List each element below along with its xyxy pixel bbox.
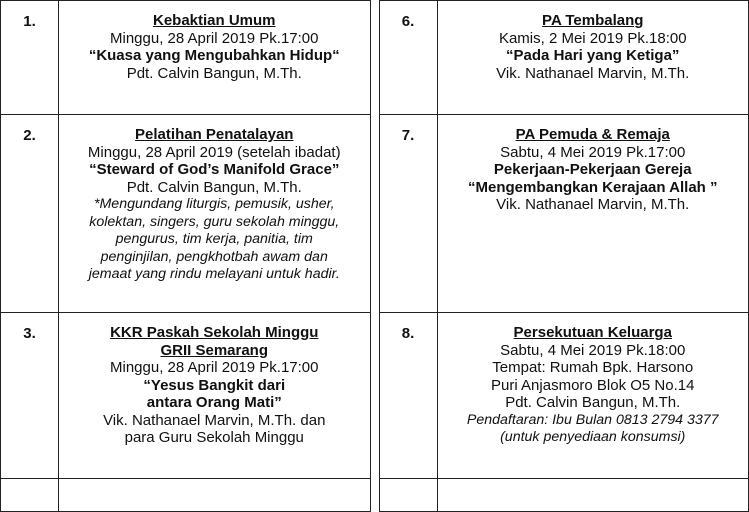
event-theme: “Kuasa yang Mengubahkan Hidup“: [88, 47, 340, 64]
event-date: Sabtu, 4 Mei 2019 Pk.17:00: [500, 143, 686, 161]
event-cell: [437, 115, 749, 313]
event-date: Sabtu, 4 Mei 2019 Pk.18:00: [500, 341, 686, 359]
event-theme: “Mengembangkan Kerajaan Allah ”: [467, 178, 718, 196]
event-date: Minggu, 28 April 2019 Pk.17:00: [110, 359, 319, 376]
event-cell: [437, 1, 749, 115]
event-note: Pendaftaran: Ibu Bulan 0813 2794 3377: [466, 411, 719, 428]
event-number: 1.: [1, 1, 59, 115]
event-location: Tempat: Rumah Bpk. Harsono: [492, 359, 694, 376]
event-cell: [59, 115, 371, 313]
event-note: kolektan, singers, guru sekolah minggu,: [89, 213, 340, 230]
event-speaker: para Guru Sekolah Minggu: [124, 429, 304, 446]
event-note: pengurus, tim kerja, panitia, tim: [115, 231, 313, 247]
event-title: PA Tembalang: [542, 12, 644, 29]
event-cell: [59, 313, 371, 479]
table-row: [1, 1, 749, 115]
event-title: KKR Paskah Sekolah Minggu: [110, 324, 319, 341]
column-gap: [370, 313, 379, 479]
event-speaker: Vik. Nathanael Marvin, M.Th.: [496, 64, 690, 82]
event-cell: [437, 313, 749, 479]
column-gap: [370, 115, 379, 313]
empty-cell: [59, 479, 371, 512]
event-number: 7.: [379, 115, 437, 313]
event-number: 2.: [1, 115, 59, 313]
event-theme: “Steward of God’s Manifold Grace”: [89, 161, 340, 178]
event-speaker: Vik. Nathanael Marvin, M.Th.: [496, 196, 690, 213]
event-theme: “Pada Hari yang Ketiga”: [506, 47, 680, 64]
event-address: Puri Anjasmoro Blok O5 No.14: [491, 376, 695, 394]
event-speaker: Pdt. Calvin Bangun, M.Th.: [126, 178, 302, 196]
event-title: Persekutuan Keluarga: [513, 324, 672, 341]
event-subtheme: Pekerjaan-Pekerjaan Gereja: [493, 161, 692, 178]
event-note: (untuk penyediaan konsumsi): [500, 429, 686, 445]
table-row: [1, 313, 749, 479]
event-theme: antara Orang Mati”: [146, 394, 282, 411]
event-title: Kebaktian Umum: [152, 12, 276, 29]
event-speaker: Vik. Nathanael Marvin, M.Th. dan: [103, 411, 326, 429]
event-title: PA Pemuda & Remaja: [515, 126, 670, 143]
event-theme: “Yesus Bangkit dari: [143, 376, 286, 394]
table-row: [1, 115, 749, 313]
empty-cell: [437, 479, 749, 512]
event-cell: [59, 1, 371, 115]
event-date: Minggu, 28 April 2019 Pk.17:00: [110, 29, 319, 47]
event-date: Kamis, 2 Mei 2019 Pk.18:00: [498, 29, 687, 47]
empty-cell: [1, 479, 59, 512]
event-number: 3.: [1, 313, 59, 479]
event-speaker: Pdt. Calvin Bangun, M.Th.: [505, 394, 681, 411]
empty-cell: [379, 479, 437, 512]
event-speaker: Pdt. Calvin Bangun, M.Th.: [126, 64, 302, 82]
event-title-line2: GRII Semarang: [160, 341, 269, 359]
event-note: penginjilan, pengkhotbah awam dan: [100, 248, 328, 265]
event-note: jemaat yang rindu melayani untuk hadir.: [88, 266, 340, 282]
column-gap: [370, 1, 379, 115]
table-row: [1, 479, 749, 512]
event-number: 8.: [379, 313, 437, 479]
column-gap: [370, 479, 379, 512]
event-title: Pelatihan Penatalayan: [135, 126, 294, 143]
event-date: Minggu, 28 April 2019 (setelah ibadat): [87, 143, 341, 161]
event-number: 6.: [379, 1, 437, 115]
event-note: *Mengundang liturgis, pemusik, usher,: [93, 196, 335, 212]
